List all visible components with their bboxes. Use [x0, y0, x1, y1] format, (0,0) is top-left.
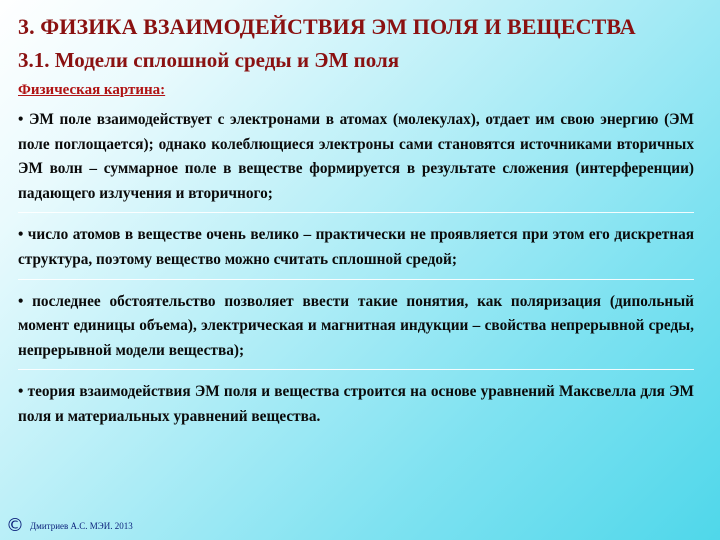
- bullet-item: • число атомов в веществе очень велико – практически не проявляется при этом его дискретная структура, поэтому вещество можно считать сплошной средой;: [18, 226, 694, 268]
- bullet-item: • теория взаимодействия ЭМ поля и вещества строится на основе уравнений Максвелла для ЭМ поля и материальных уравнений вещества.: [18, 383, 694, 425]
- copyright-icon: ©: [6, 515, 24, 536]
- bullet-item: • последнее обстоятельство позволяет ввести такие понятия, как поляризация (дипольный момент единицы объема), электрическая и магнитная индукции – свойства непрерывной среды, непрерывной модели вещества);: [18, 292, 694, 359]
- slide-title: 3. ФИЗИКА ВЗАИМОДЕЙСТВИЯ ЭМ ПОЛЯ И ВЕЩЕСТВА: [18, 14, 636, 39]
- slide-subtitle: 3.1. Модели сплошной среды и ЭМ поля: [18, 48, 400, 72]
- divider: [18, 369, 694, 370]
- bullet-list: [18, 108, 694, 430]
- bullet-item: • ЭМ поле взаимодействует с электронами в атомах (молекулах), отдает им свою энергию (ЭМ поле поглощается); однако колеблющиеся электроны сами становятся источниками вторичных ЭМ волн – суммарное поле в веществе формируется в результате сложения (интерференции) падающего излучения и вторичного;: [18, 111, 694, 202]
- footer: [6, 516, 133, 536]
- divider: [18, 212, 694, 213]
- footer-author: Дмитриев А.С. МЭИ. 2013: [30, 521, 133, 531]
- divider: [18, 279, 694, 280]
- section-label: Физическая картина:: [18, 82, 166, 98]
